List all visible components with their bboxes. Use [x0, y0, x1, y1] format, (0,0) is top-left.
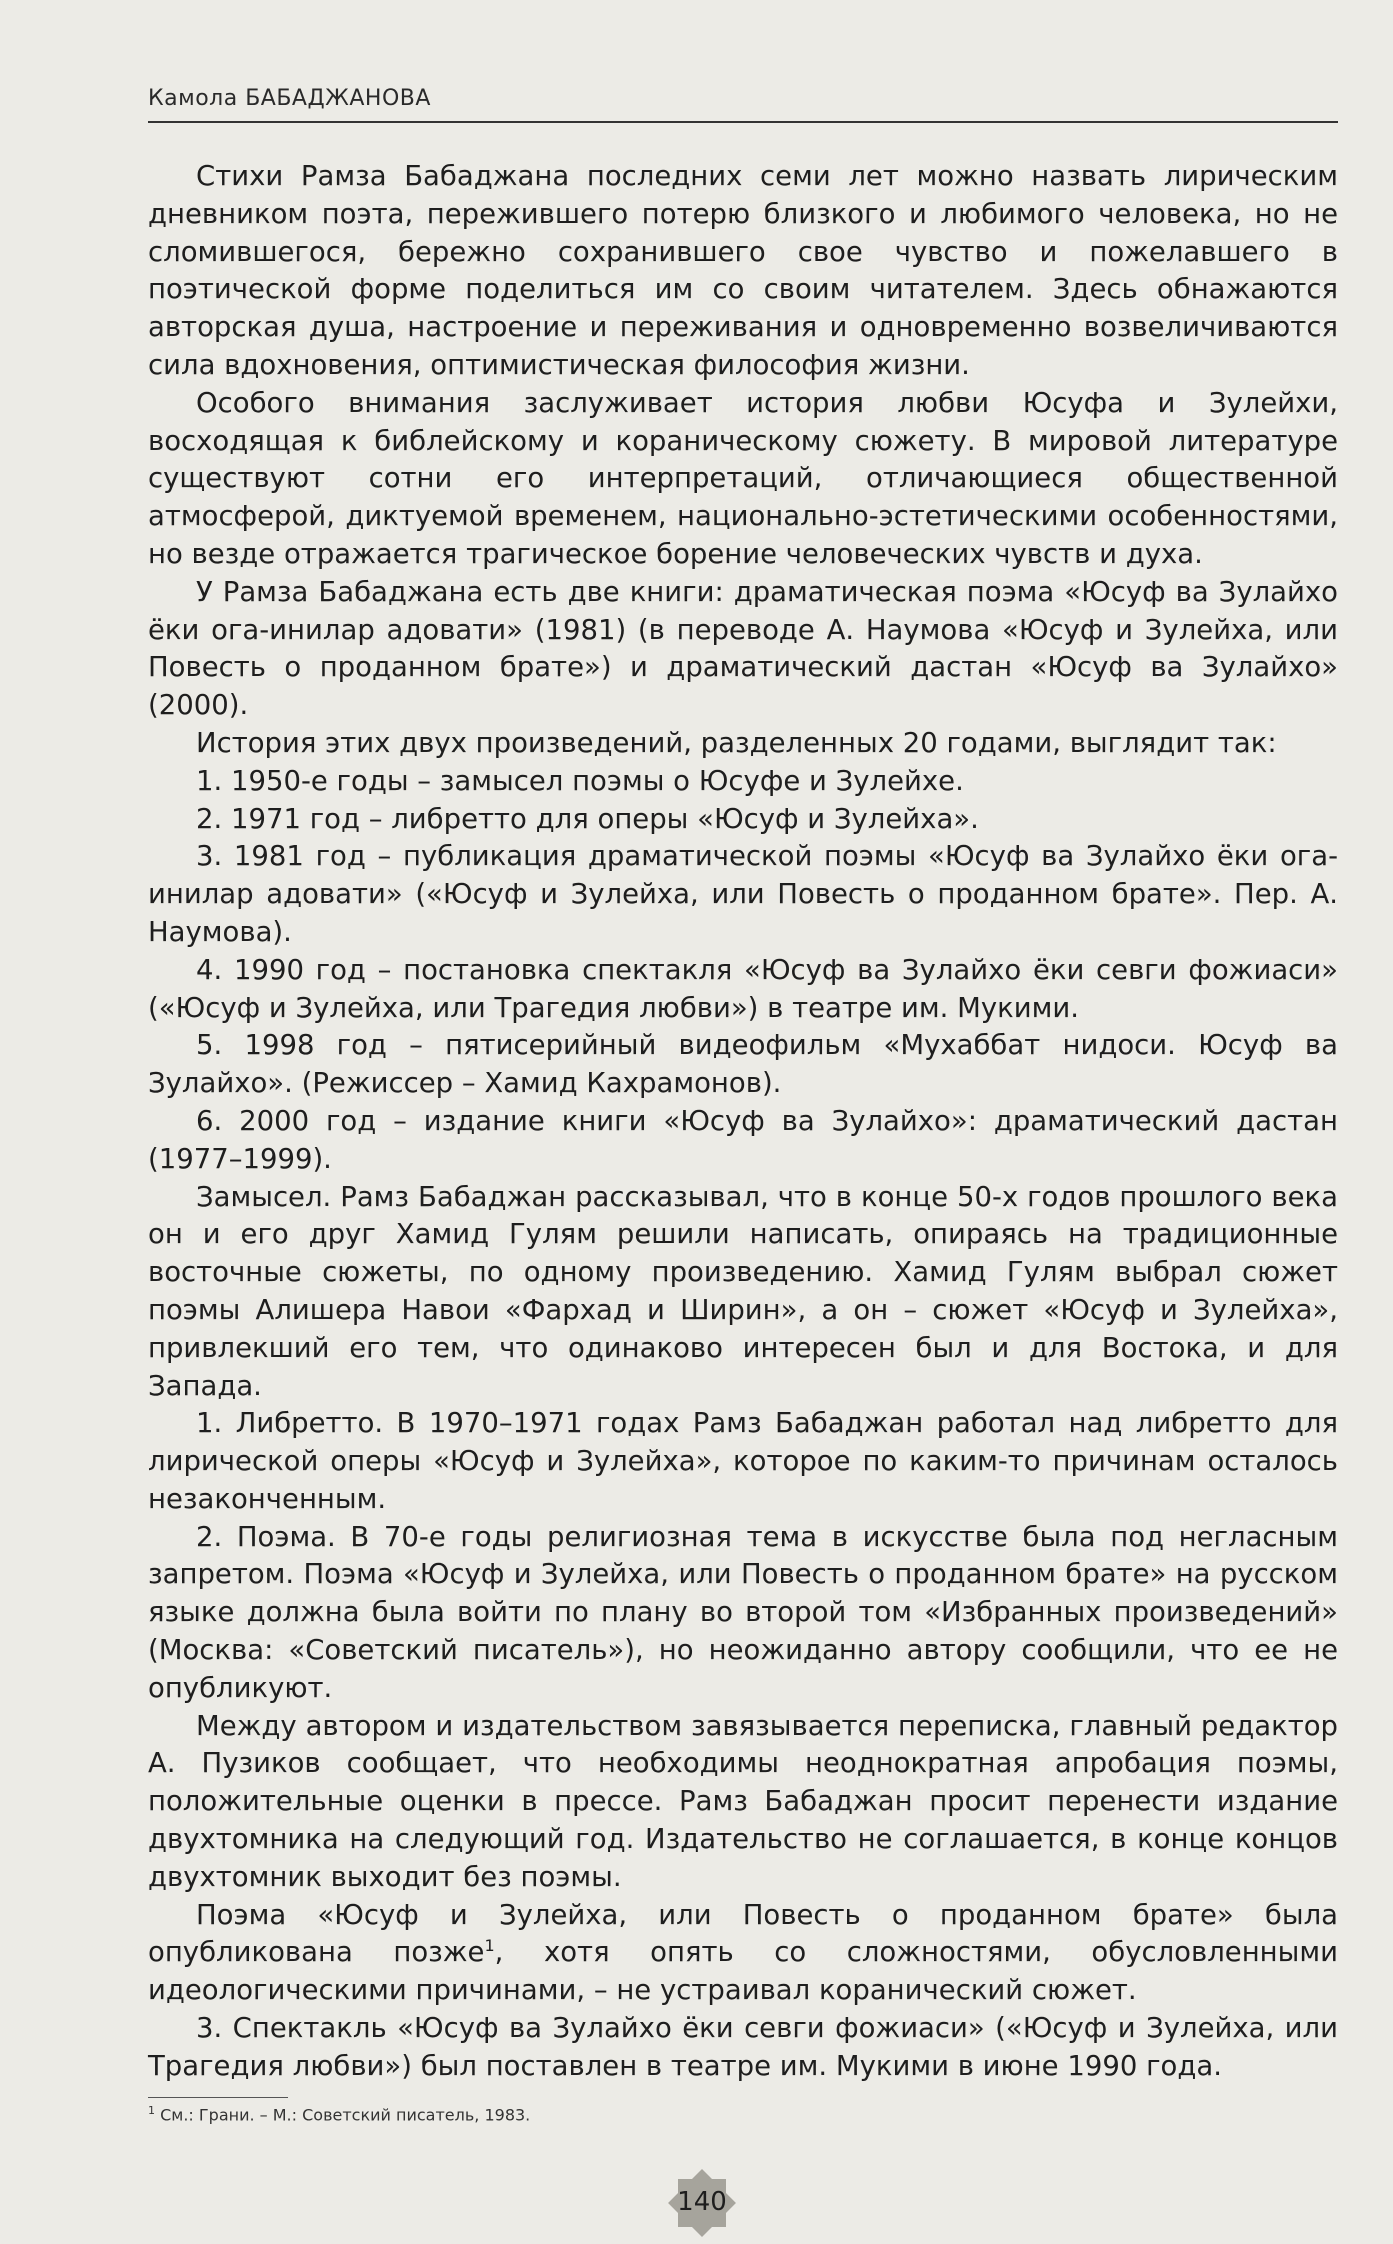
list-item: 2. 1971 год – либретто для оперы «Юсуф и Зулейха».	[196, 802, 979, 835]
paragraph: История этих двух произведений, разделенных 20 годами, выглядит так:	[196, 726, 1277, 759]
list-item: 4. 1990 год – постановка спектакля «Юсуф ва Зулайхо ёки севги фожиаси» («Юсуф и Зулейха, или Трагедия любви») в театре им. Мукими.	[148, 953, 1338, 1024]
page-number: 140	[677, 2187, 727, 2217]
paragraph: Замысел. Рамз Бабаджан рассказывал, что в конце 50-х годов прошлого века он и его друг Хамид Гулям решили написать, опираясь на традиционные восточные сюжеты, по одному произведению. Хамид Гулям выбрал сюжет поэмы Алишера Навои «Фархад и Ширин», а он – сюжет «Юсуф и Зулейха», привлекший его тем, что одинаково интересен был и для Востока, и для Запада.	[148, 1180, 1338, 1402]
header-rule	[148, 121, 1338, 123]
paragraph-text-before: Поэма «Юсуф и Зулейха, или Повесть о проданном брате» была опубликована позже	[148, 1898, 1338, 1969]
paragraph-with-footnote	[148, 1897, 1338, 2010]
list-item: 6. 2000 год – издание книги «Юсуф ва Зулайхо»: драматический дастан (1977–1999).	[148, 1104, 1338, 1175]
paragraph: Стихи Рамза Бабаджана последних семи лет можно назвать лирическим дневником поэта, пережившего потерю близкого и любимого человека, но не сломившегося, бережно сохранившего свое чувство и пожелавшего в поэтической форме поделиться им со своим читателем. Здесь обнажаются авторская душа, настроение и переживания и одновременно возвеличиваются сила вдохновения, оптимистическая философия жизни.	[148, 160, 1338, 381]
body-text	[148, 158, 1338, 2086]
paragraph: Между автором и издательством завязывается переписка, главный редактор А. Пузиков сообщает, что необходимы неоднократная апробация поэмы, положительные оценки в прессе. Рамз Бабаджан просит перенести издание двухтомника на следующий год. Издательство не соглашается, в конце концов двухтомник выходит без поэмы.	[148, 1709, 1338, 1893]
list-item: 1. 1950-е годы – замысел поэмы о Юсуфе и Зулейхе.	[196, 764, 964, 797]
footnote-mark: 1	[148, 2104, 155, 2117]
list-item: 3. 1981 год – публикация драматической поэмы «Юсуф ва Зулайхо ёки ога-инилар адовати» («Юсуф и Зулейха, или Повесть о проданном брате». Пер. А. Наумова).	[148, 840, 1338, 948]
paragraph: 2. Поэма. В 70-е годы религиозная тема в искусстве была под негласным запретом. Поэма «Юсуф и Зулейха, или Повесть о проданном брате» на русском языке должна была войти по плану во второй том «Избранных произведений» (Москва: «Советский писатель»), но неожиданно автору сообщили, что ее не опубликуют.	[148, 1520, 1338, 1704]
list-item: 5. 1998 год – пятисерийный видеофильм «Мухаббат нидоси. Юсуф ва Зулайхо». (Режиссер – Хамид Кахрамонов).	[148, 1029, 1338, 1100]
footnote	[148, 2104, 1048, 2124]
footnote-reference[interactable]: 1	[484, 1936, 495, 1956]
paragraph: 1. Либретто. В 1970–1971 годах Рамз Бабаджан работал над либретто для лирической оперы «Юсуф и Зулейха», которое по каким-то причинам осталось незаконченным.	[148, 1407, 1338, 1515]
paragraph: 3. Спектакль «Юсуф ва Зулайхо ёки севги фожиаси» («Юсуф и Зулейха, или Трагедия любви») был поставлен в театре им. Мукими в июне 1990 года.	[148, 2012, 1338, 2082]
paragraph: Особого внимания заслуживает история любви Юсуфа и Зулейхи, восходящая к библейскому и кораническому сюжету. В мировой литературе существуют сотни его интерпретаций, отличающиеся общественной атмосферой, диктуемой временем, национально-эстетическими особенностями, но везде отражается трагическое борение человеческих чувств и духа.	[148, 386, 1338, 570]
paragraph: У Рамза Бабаджана есть две книги: драматическая поэма «Юсуф ва Зулайхо ёки ога-инилар адовати» (1981) (в переводе А. Наумова «Юсуф и Зулейха, или Повесть о проданном брате») и драматический дастан «Юсуф ва Зулайхо» (2000).	[148, 575, 1338, 722]
page-number-badge	[662, 2163, 742, 2243]
paragraph-text-after: , хотя опять со сложностями, обусловленными идеологическими причинами, – не устраивал коранический сюжет.	[148, 1936, 1338, 2007]
running-head: Камола БАБАДЖАНОВА	[148, 86, 431, 111]
footnote-text: См.: Грани. – М.: Советский писатель, 1983.	[160, 2105, 531, 2125]
footnote-rule	[148, 2097, 288, 2098]
